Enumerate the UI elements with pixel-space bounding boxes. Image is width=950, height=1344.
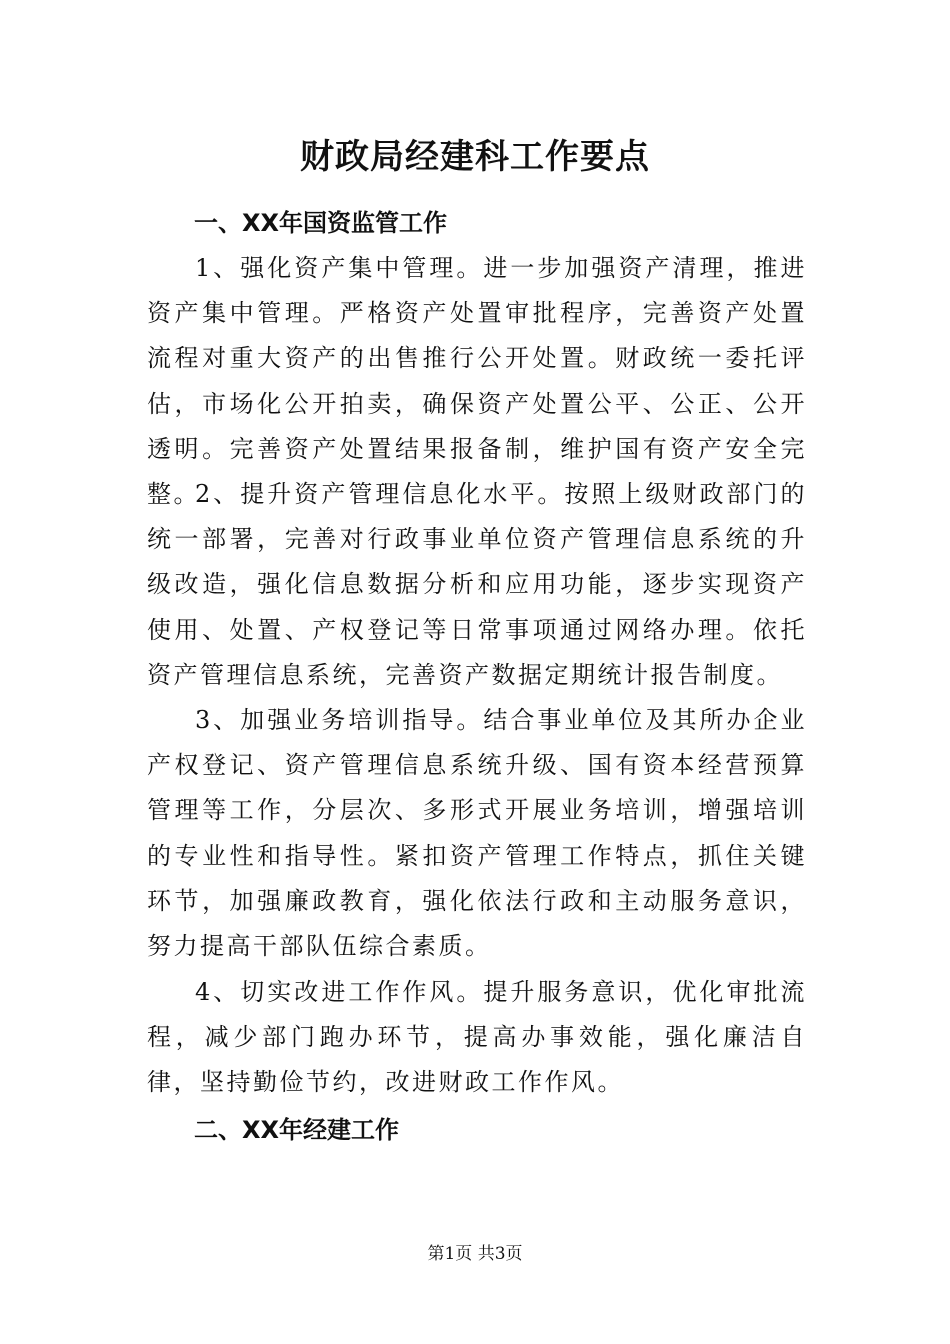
paragraph-2: 2、提升资产管理信息化水平。按照上级财政部门的统一部署，完善对行政事业单位资产管理信息系统的升级改造，强化信息数据分析和应用功能，逐步实现资产使用、处置、产权登记等日常事项通过网络办理。依托资产管理信息系统，完善资产数据定期统计报告制度。	[147, 480, 807, 689]
page-footer: 第1页 共3页	[427, 1244, 523, 1264]
section-heading-1: 一、XX年国资监管工作	[194, 209, 448, 237]
paragraph-3: 3、加强业务培训指导。结合事业单位及其所办企业产权登记、资产管理信息系统升级、国有资本经营预算管理等工作，分层次、多形式开展业务培训，增强培训的专业性和指导性。紧扣资产管理工作特点，抓住关键环节，加强廉政教育，强化依法行政和主动服务意识，努力提高干部队伍综合素质。	[147, 706, 807, 961]
paragraph-4: 4、切实改进工作作风。提升服务意识，优化审批流程，减少部门跑办环节，提高办事效能，强化廉洁自律，坚持勤俭节约，改进财政工作作风。	[147, 978, 807, 1097]
document-title: 财政局经建科工作要点	[300, 137, 650, 177]
section-heading-2: 二、XX年经建工作	[194, 1116, 400, 1144]
paragraph-1: 1、强化资产集中管理。进一步加强资产清理，推进资产集中管理。严格资产处置审批程序，完善资产处置流程对重大资产的出售推行公开处置。财政统一委托评估，市场化公开拍卖，确保资产处置公平、公正、公开透明。完善资产处置结果报备制，维护国有资产安全完整。	[147, 254, 807, 509]
